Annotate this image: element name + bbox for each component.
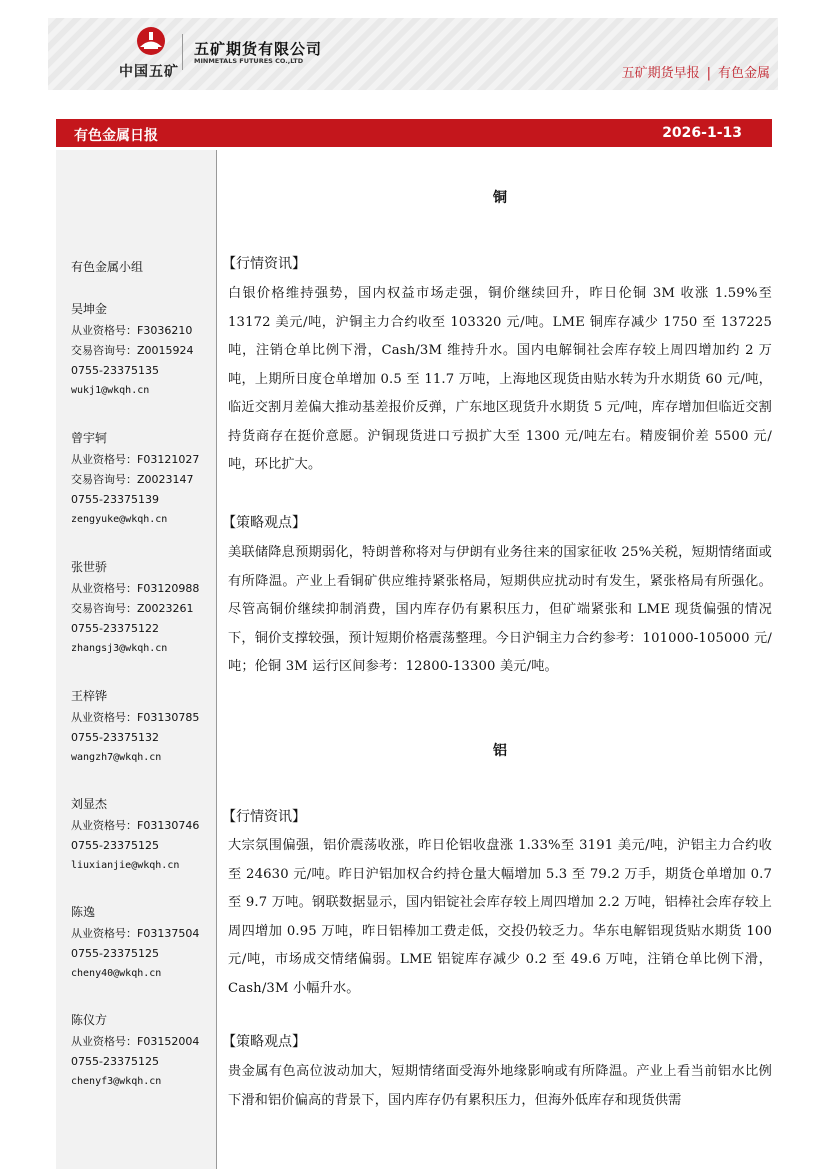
- aluminum-strategy-text: 贵金属有色高位波动加大，短期情绪面受海外地缘影响或有所降温。产业上看当前铝水比例下滑和铝价偏高的背景下，国内库存仍有累积压力，但海外低库存和现货供需: [228, 1064, 772, 1108]
- analyst-phone: 0755-23375122: [71, 622, 159, 635]
- analyst-consult-no: 交易咨询号：Z0023261: [71, 602, 194, 615]
- report-breadcrumb: [622, 62, 770, 81]
- analyst-email[interactable]: zhangsj3@wkqh.cn: [71, 643, 168, 654]
- analyst-email[interactable]: cheny40@wkqh.cn: [71, 968, 162, 979]
- analyst-license: 从业资格号：F03152004: [71, 1035, 200, 1048]
- analyst-sidebar: [56, 150, 217, 1169]
- section-title-copper: 铜: [493, 190, 507, 206]
- analyst-consult-no: 交易咨询号：Z0015924: [71, 344, 194, 357]
- analyst-phone: 0755-23375135: [71, 364, 159, 377]
- breadcrumb-separator: |: [706, 66, 711, 81]
- analyst-card: [71, 1011, 199, 1092]
- analyst-card: [71, 429, 199, 530]
- copper-strategy-tag: 【策略观点】: [222, 515, 306, 531]
- analyst-card: [71, 300, 194, 401]
- analyst-phone: 0755-23375125: [71, 947, 159, 960]
- analyst-phone: 0755-23375125: [71, 1055, 159, 1068]
- analyst-phone: 0755-23375139: [71, 493, 159, 506]
- company-name-cn: 五矿期货有限公司: [194, 40, 323, 58]
- analyst-email[interactable]: chenyf3@wkqh.cn: [71, 1076, 162, 1087]
- analyst-email[interactable]: wangzh7@wkqh.cn: [71, 752, 162, 763]
- aluminum-market-tag: 【行情资讯】: [222, 809, 306, 825]
- analyst-license: 从业资格号：F3036210: [71, 324, 193, 337]
- analyst-email[interactable]: wukj1@wkqh.cn: [71, 385, 150, 396]
- analyst-name: 陈逸: [71, 905, 96, 919]
- analyst-license: 从业资格号：F03120988: [71, 582, 200, 595]
- analyst-license: 从业资格号：F03137504: [71, 927, 200, 940]
- analyst-email[interactable]: zengyuke@wkqh.cn: [71, 514, 168, 525]
- section-title-aluminum: 铝: [493, 743, 507, 759]
- company-name-en: MINMETALS FUTURES CO.,LTD: [194, 57, 304, 65]
- report-category: 有色金属: [717, 66, 770, 81]
- analyst-card: [71, 687, 199, 768]
- analyst-phone: 0755-23375125: [71, 839, 159, 852]
- title-bar: [56, 119, 772, 147]
- analyst-name: 陈仪方: [71, 1013, 108, 1027]
- team-name: 有色金属小组: [71, 260, 144, 274]
- aluminum-strategy-tag: 【策略观点】: [222, 1034, 306, 1050]
- copper-strategy-text: 美联储降息预期弱化，特朗普称将对与伊朗有业务往来的国家征收 25%关税，短期情绪面或有所降温。产业上看铜矿供应维持紧张格局，短期供应扰动时有发生，紧张格局有所强化。尽管高铜价继续抑制消费，国内库存仍有累积压力，但矿端紧张和 LME 现货偏强的情况下，铜价支撑较强，预计短期价格震荡整理。今日沪铜主力合约参考：101000-105000 元/吨；伦铜 3M 运行区间参考：12800-13300 美元/吨。: [228, 545, 772, 674]
- analyst-consult-no: 交易咨询号：Z0023147: [71, 473, 194, 486]
- logo-text: 中国五矿: [119, 64, 179, 80]
- analyst-card: [71, 903, 199, 984]
- minmetals-logo-icon: [136, 26, 166, 56]
- analyst-name: 张世骄: [71, 560, 108, 574]
- analyst-name: 王梓铧: [71, 689, 108, 703]
- aluminum-market-text: 大宗氛围偏强，铝价震荡收涨，昨日伦铝收盘涨 1.33%至 3191 美元/吨，沪铝主力合约收至 24630 元/吨。昨日沪铝加权合约持仓量大幅增加 5.3 至 79.2 万手，期货仓单增加 0.7 至 9.7 万吨。钢联数据显示，国内铝锭社会库存较上周四增加 2.2 万吨，铝棒社会库存较上周四增加 0.95 万吨，昨日铝棒加工费走低，交投仍较乏力。华东电解铝现货贴水期货 100 元/吨，市场成交情绪偏弱。LME 铝锭库存减少 0.2 至 49.6 万吨，注销仓单比例下滑，Cash/3M 小幅升水。: [228, 838, 772, 996]
- analyst-license: 从业资格号：F03130785: [71, 711, 200, 724]
- analyst-name: 刘显杰: [71, 797, 108, 811]
- analyst-card: [71, 558, 199, 659]
- report-title: 有色金属日报: [74, 128, 158, 144]
- report-name: 五矿期货早报: [621, 66, 700, 81]
- copper-market-tag: 【行情资讯】: [222, 256, 306, 272]
- analyst-license: 从业资格号：F03121027: [71, 453, 200, 466]
- logo-divider: [182, 34, 183, 70]
- analyst-name: 曾宇轲: [71, 431, 108, 445]
- analyst-phone: 0755-23375132: [71, 731, 159, 744]
- analyst-name: 吴坤金: [71, 302, 108, 316]
- analyst-license: 从业资格号：F03130746: [71, 819, 200, 832]
- analyst-email[interactable]: liuxianjie@wkqh.cn: [71, 860, 180, 871]
- report-date: 2026-1-13: [662, 125, 742, 141]
- copper-market-text: 白银价格维持强势，国内权益市场走强，铜价继续回升，昨日伦铜 3M 收涨 1.59%至 13172 美元/吨，沪铜主力合约收至 103320 元/吨。LME 铜库存减少 1750 至 137225 吨，注销仓单比例下滑，Cash/3M 维持升水。国内电解铜社会库存较上周四增加约 2 万吨，上期所日度仓单增加 0.5 至 11.7 万吨，上海地区现货由贴水转为升水期货 60 元/吨，临近交割月差偏大推动基差报价反弹，广东地区现货升水期货 5 元/吨，库存增加但临近交割持货商存在挺价意愿。沪铜现货进口亏损扩大至 1300 元/吨左右。精废铜价差 5500 元/吨，环比扩大。: [228, 286, 772, 472]
- analyst-card: [71, 795, 199, 876]
